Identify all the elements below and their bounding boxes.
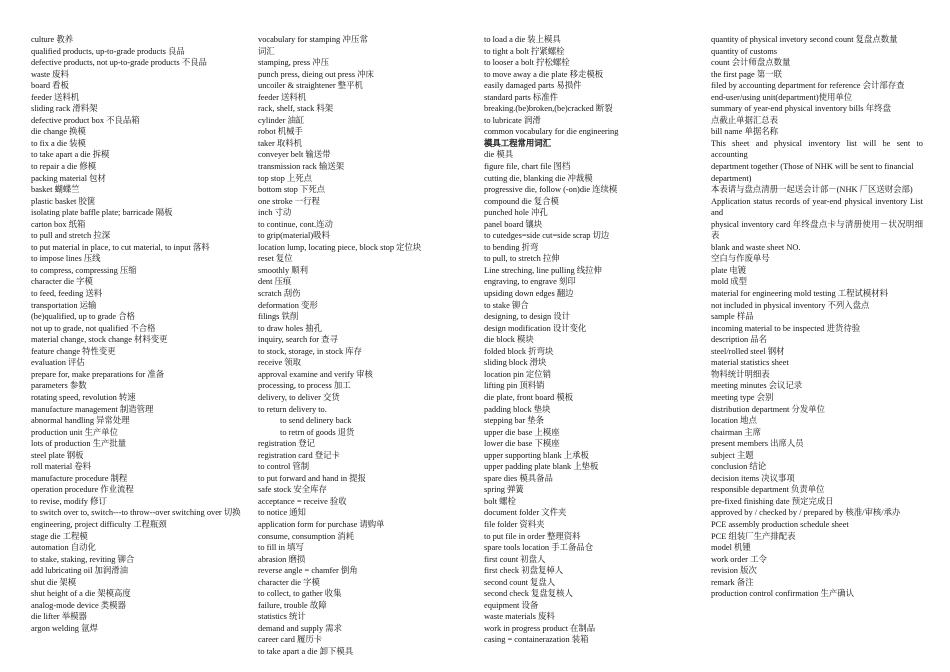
term-line: packing material 包材 [31,173,106,183]
term-line: demand and supply 需求 [258,623,342,633]
term-line: isolating plate baffle plate; barricade 隔板 [31,208,173,218]
term-line: This sheet and physical inventory list will be sent to accounting [711,138,923,160]
term-line: to put file in order 整理资料 [484,531,581,541]
term-line: bottom stop 下死点 [258,185,326,195]
term-line: to stake, staking, reviting 铆合 [31,554,135,564]
term-line: vocabulary for stamping 冲压常词汇 [258,35,368,56]
term-line: board 看板 [31,81,69,91]
term-line: sliding rack 滑料架 [31,104,98,114]
term-line: waste 废料 [31,69,69,79]
term-line: transmission rack 输送架 [258,162,345,172]
term-line: to switch over to, switch---to throw--over switching over 切换 [31,508,241,518]
term-line: punch press, dieing out press 冲床 [258,69,374,79]
term-line: filed by accounting department for reference 会计部存查 [711,81,905,91]
term-line: lifting pin 顶料销 [484,381,545,391]
term-line: feeder 送料机 [258,92,307,102]
term-line: scratch 刮伤 [258,289,301,299]
term-line: top stop 上死点 [258,173,312,183]
term-line: carton box 纸箱 [31,219,86,229]
term-line: culture 教养 [31,35,74,44]
term-line: responsible department 负责单位 [711,485,825,495]
term-line: add lubricating oil 加润滑油 [31,566,128,576]
term-line: stamping, press 冲压 [258,58,329,68]
term-line: transportation 运输 [31,300,97,310]
term-line: PCE 组装厂生产排配表 [711,531,796,541]
term-line: to retrn of goods 退货 [280,427,355,437]
term-line: inquiry, search for 查寻 [258,335,338,345]
term-line: decision items 决议事项 [711,473,795,483]
term-line: abnormal handling 异常处理 [31,416,130,426]
term-line: production control confirmation 生产确认 [711,589,855,599]
term-line: to draw holes 抽孔 [258,323,322,333]
term-line: punched hole 冲孔 [484,208,548,218]
term-line: defective products, not up-to-grade products 不良品 [31,58,207,68]
term-line: PCE assembly production schedule sheet [711,519,849,529]
term-line: die 模具 [484,150,514,160]
term-line: department) [711,173,752,183]
term-line: basket 蝴蝶竺 [31,185,80,195]
term-line: die plate, front board 模板 [484,392,574,402]
term-line: to tight a bolt 拧紧螺栓 [484,46,565,56]
term-line: breaking.(be)broken,(be)cracked 断裂 [484,104,613,114]
term-line: compound die 复合模 [484,196,559,206]
term-line: bill name 单据名称 [711,127,778,137]
term-line: meeting minutes 会议记录 [711,381,803,391]
term-line: work in progress product 在制品 [484,623,596,633]
term-line: failure, trouble 故障 [258,600,327,610]
term-line: upper supporting blank 上承板 [484,450,589,460]
term-line: conveyer belt 输送带 [258,150,331,160]
term-line: die change 换模 [31,127,86,137]
term-line: to revise, modify 修订 [31,496,107,506]
term-line: rack, shelf, stack 料架 [258,104,334,114]
term-line: feeder 送料机 [31,92,80,102]
term-line: location lump, locating piece, block stop 定位块 [258,242,422,252]
term-line: upper die base 上模座 [484,427,560,437]
term-line: meeting type 会别 [711,392,774,402]
term-line: dent 压痕 [258,277,292,287]
term-line: 物料统计明细表 [711,369,770,379]
term-line: cutting die, blanking die 冲裁模 [484,173,593,183]
term-line: operation procedure 作业流程 [31,485,134,495]
term-line: common vocabulary for die engineering [484,127,619,137]
term-line: approval examine and verify 审核 [258,369,373,379]
term-line: smoothly 顺利 [258,265,309,275]
term-line: to notice 通知 [258,508,306,518]
term-line: rotating speed, revolution 转速 [31,392,136,402]
term-line: waste materials 废料 [484,612,555,622]
term-line: remark 备注 [711,577,754,587]
term-line: character die 字模 [31,277,93,287]
term-line: sample 样品 [711,312,754,322]
term-line: character die 字模 [258,577,320,587]
term-line: chairman 主席 [711,427,762,437]
term-line: robot 机械手 [258,127,303,137]
term-line: padding block 垫块 [484,404,551,414]
term-line: 本表请与盘点清册一起送会计部－(NHK 厂区送财会部) [711,185,913,195]
term-line: prepare for, make preparations for 准备 [31,369,165,379]
term-line: steel plate 钢板 [31,450,84,460]
term-line: quantity of customs count 会计师盘点数量 [711,46,791,68]
term-line: present members 出席人员 [711,439,804,449]
term-line: parameters 参数 [31,381,87,391]
term-line: analog-mode device 类模器 [31,600,126,610]
term-line: sliding block 滑块 [484,358,547,368]
term-line: shut die 架模 [31,577,77,587]
term-line: qualified products, up-to-grade products 良品 [31,46,185,56]
term-line: lower die base 下模座 [484,439,560,449]
term-line: safe stock 安全库存 [258,485,327,495]
term-line: summary of year-end physical inventory bills 年终盘点截止单据汇总表 [711,104,891,125]
term-line: to feed, feeding 送料 [31,289,103,299]
term-line: one stroke 一行程 [258,196,320,206]
term-line: second check 复盘复核人 [484,589,573,599]
term-line: end-user/using unit(department)使用单位 [711,92,853,102]
term-line: to take apart a die 卸下模具 [258,646,354,656]
term-line: to send delinery back [280,416,352,426]
term-line: die block 模块 [484,335,534,345]
term-line: Line streching, line pulling 线拉伸 [484,265,602,275]
term-line: plate 电镀 [711,265,747,275]
term-line: manufacture management 制造管理 [31,404,154,414]
term-line: registration 登记 [258,439,315,449]
term-line: document folder 文件夹 [484,508,567,518]
term-line: argon welding 氩焊 [31,623,98,633]
term-line: easily damaged parts 易损件 [484,81,582,91]
term-line: quantity of physical invetory second count 复盘点数量 [711,35,898,44]
term-line: designing, to design 设计 [484,312,571,322]
term-line: roll material 卷料 [31,462,92,472]
term-line: not up to grade, not qualified 不合格 [31,323,156,333]
term-line: to return delivery to. [258,404,327,414]
term-line: description 品名 [711,335,768,345]
term-line: standard parts 标准件 [484,92,558,102]
term-line: material for engineering mold testing 工程试模材料 [711,289,888,299]
term-line: 空白与作废单号 [711,254,770,264]
term-line: folded block 折弯块 [484,346,554,356]
term-line: receive 领取 [258,358,302,368]
term-line: work order 工令 [711,554,767,564]
term-line: material change, stock change 材料变更 [31,335,168,345]
term-line: deformation 变形 [258,300,318,310]
term-line: pre-fixed finishing date 预定完成日 [711,496,834,506]
term-line: physical inventory card 年终盘点卡与清册使用－状况明细表 [711,219,923,241]
term-line: shut height of a die 架模高度 [31,589,131,599]
term-line: to fill in 填写 [258,543,304,553]
term-line: to impose lines 压线 [31,254,101,264]
term-line: to pull, to stretch 拉伸 [484,254,560,264]
term-line: to put material in place, to cut material, to input 落料 [31,242,210,252]
term-line: inch 寸动 [258,208,292,218]
term-line: to cutedges=side cut=side scrap 切边 [484,231,610,241]
term-line: approved by / checked by / prepared by 核准/审核/承办 [711,508,901,518]
column-1 [31,34,244,634]
term-line: career card 履历卡 [258,635,323,645]
term-line: not included in physical inventory 不列入盘点 [711,300,870,310]
term-line: stage die 工程模 [31,531,88,541]
term-line: filings 铁削 [258,312,299,322]
term-line: figure file, chart file 图档 [484,162,571,172]
term-line: to compress, compressing 压缩 [31,265,137,275]
term-line: to move away a die plate 移走模板 [484,69,604,79]
term-line: to pull and stretch 拉深 [31,231,111,241]
term-line: application form for purchase 请购单 [258,519,385,529]
term-line: to lubricate 润滑 [484,115,541,125]
column-2 [258,34,452,658]
term-line: location 地点 [711,416,757,426]
term-line: to stake 铆合 [484,300,529,310]
term-line: second count 复盘人 [484,577,556,587]
term-line: upsiding down edges 翻边 [484,289,574,299]
term-line: to fix a die 装模 [31,138,86,148]
term-line: spare dies 模具备品 [484,473,553,483]
term-line: steel/rolled steel 钢材 [711,346,785,356]
term-line: revision 版次 [711,566,757,576]
term-line: plastic basket 胶箧 [31,196,96,206]
term-line: to grip(material)吸料 [258,231,330,241]
term-line: reverse angle = chamfer 倒角 [258,566,358,576]
term-line: to control 管制 [258,462,310,472]
term-line: die lifter 举模器 [31,612,87,622]
column-4 [711,34,923,600]
term-line: spare tools location 手工备品仓 [484,543,594,553]
term-line: engineering, project difficulty 工程瓶颈 [31,519,167,529]
term-line: subject 主题 [711,450,754,460]
term-line: first check 初盘复棹人 [484,566,564,576]
term-line: to put forward and hand in 提报 [258,473,366,483]
term-line: delivery, to deliver 交货 [258,392,340,402]
term-line: to repair a die 修模 [31,162,97,172]
column-3 [484,34,690,646]
term-line: distribution department 分发单位 [711,404,825,414]
term-line: location pin 定位销 [484,369,551,379]
term-line: casing = containerazation 装箱 [484,635,589,645]
term-line: statistics 统计 [258,612,306,622]
term-line: panel board 镶块 [484,219,543,229]
term-line: stepping bar 垫条 [484,416,545,426]
term-line: uncoiler & straightener 整平机 [258,81,363,91]
term-line: model 机锺 [711,543,751,553]
term-line: (be)qualified, up to grade 合格 [31,312,135,322]
term-line: spring 弹簧 [484,485,524,495]
term-line: department together (Those of NHK will be sent to financial [711,162,914,172]
term-line: first count 初盘人 [484,554,546,564]
term-line: conclusion 结论 [711,462,767,472]
term-line: mold 成型 [711,277,748,287]
term-line: acceptance = receive 验收 [258,496,347,506]
term-line: upper padding plate blank 上垫板 [484,462,599,472]
term-line: blank and waste sheet NO. [711,242,801,252]
term-line: equipment 设备 [484,600,539,610]
term-line: material statistics sheet [711,358,789,368]
term-line: production unit 生产单位 [31,427,119,437]
term-line: to stock, storage, in stock 库存 [258,346,362,356]
term-line: abrasion 磨损 [258,554,306,564]
term-line: reset 复位 [258,254,293,264]
term-line: consume, consumption 消耗 [258,531,355,541]
term-line: lots of production 生产批量 [31,439,127,449]
term-line: incoming material to be inspected 进货待验 [711,323,861,333]
term-line: the first page 第一联 [711,69,782,79]
term-line: to looser a bolt 拧松螺栓 [484,58,570,68]
term-line: engraving, to engrave 刻印 [484,277,576,287]
term-line: to load a die 装上模具 [484,35,561,44]
term-line: registration card 登记卡 [258,450,340,460]
section-heading-outlined: 模具工程常用词汇 [484,138,551,148]
term-line: automation 自动化 [31,543,96,553]
term-line: evaluation 评估 [31,358,85,368]
term-line: feature change 特性变更 [31,346,116,356]
term-line: to continue, cont.连动 [258,219,333,229]
term-line: processing, to process 加工 [258,381,351,391]
term-line: file folder 资料夹 [484,519,545,529]
term-line: taker 取料机 [258,138,302,148]
term-line: bolt 螺栓 [484,496,516,506]
term-line: to collect, to gather 收集 [258,589,342,599]
term-line: to bending 折弯 [484,242,539,252]
term-line: progressive die, follow (-on)die 连续模 [484,185,618,195]
term-line: to take apart a die 拆模 [31,150,110,160]
term-line: defective product box 不良品箱 [31,115,140,125]
term-line: Application status records of year-end physical inventory List and [711,196,923,218]
term-line: manufacture procedure 制程 [31,473,128,483]
term-line: design modification 设计变化 [484,323,587,333]
term-line: cylinder 油缸 [258,115,305,125]
